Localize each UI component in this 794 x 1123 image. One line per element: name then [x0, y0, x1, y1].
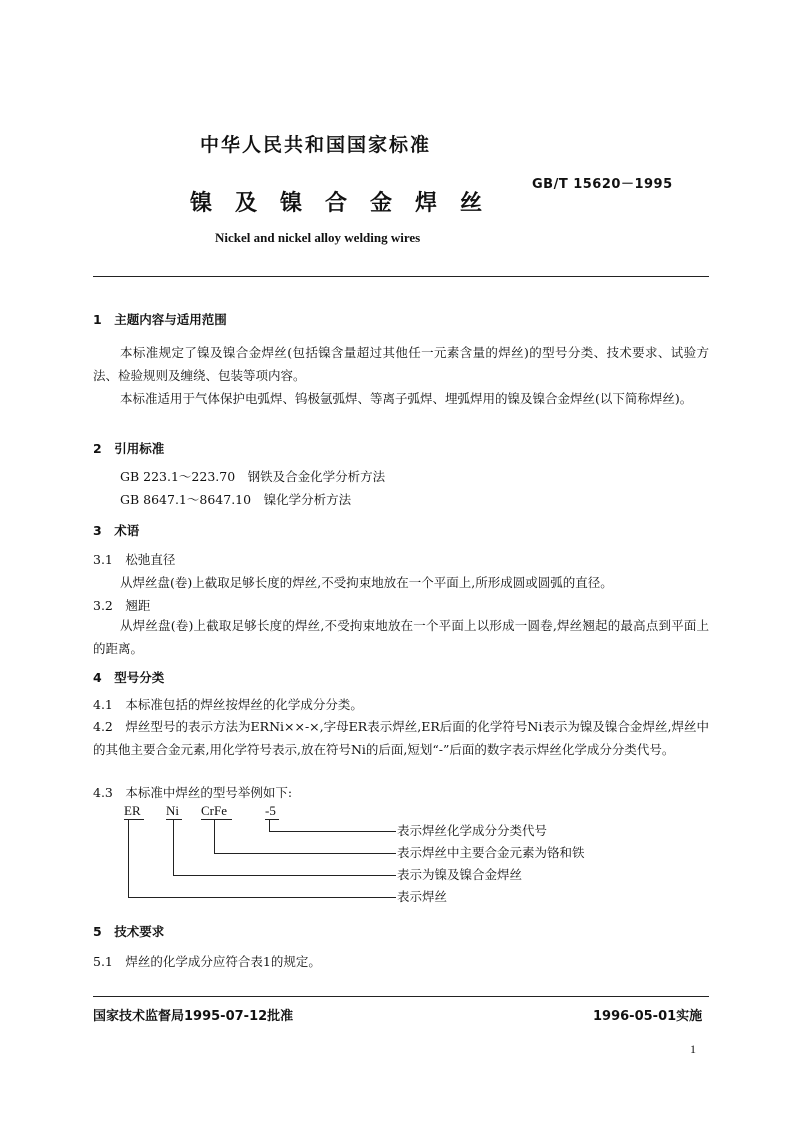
approval-line: 国家技术监督局1995-07-12批准 — [93, 1009, 294, 1024]
term-3-2-text: 从焊丝盘(卷)上截取足够长度的焊丝,不受拘束地放在一个平面上以形成一圆卷,焊丝翘起的最高点到平面上的距离。 — [93, 618, 709, 656]
leader-crfe-horizontal — [214, 853, 396, 854]
reference-2: GB 8647.1～8647.10 镍化学分析方法 — [120, 492, 352, 507]
leader-er-vertical — [128, 819, 129, 897]
english-title: Nickel and nickel alloy welding wires — [215, 230, 421, 245]
example-crfe: CrFe — [201, 803, 227, 818]
section-1-paragraph-1: 本标准规定了镍及镍合金焊丝(包括镍含量超过其他任一元素含量的焊丝)的型号分类、技术要求、试验方法、检验规则及缠绕、包装等项内容。 — [93, 345, 709, 383]
section-1-heading: 1 主题内容与适用范围 — [93, 312, 227, 327]
example-ni: Ni — [166, 803, 179, 818]
description-classification-code: 表示焊丝化学成分分类代号 — [397, 823, 548, 838]
example-number: -5 — [265, 803, 276, 818]
description-welding-wire: 表示焊丝 — [397, 889, 448, 904]
underline-crfe — [201, 819, 232, 820]
underline-ni — [166, 819, 182, 820]
example-er: ER — [124, 803, 141, 818]
section-5-heading: 5 技术要求 — [93, 924, 165, 939]
standard-number: GB/T 15620－1995 — [532, 177, 673, 192]
leader-ni-horizontal — [173, 875, 396, 876]
header-rule — [93, 276, 709, 277]
section-2-heading: 2 引用标准 — [93, 441, 165, 456]
term-3-1-text: 从焊丝盘(卷)上截取足够长度的焊丝,不受拘束地放在一个平面上,所形成圆或圆弧的直径。 — [120, 575, 613, 590]
underline-number — [265, 819, 279, 820]
national-standard-heading: 中华人民共和国国家标准 — [200, 134, 432, 156]
leader-crfe-vertical — [214, 819, 215, 853]
leader-number-horizontal — [269, 831, 396, 832]
term-3-1-heading: 3.1 松弛直径 — [93, 552, 176, 567]
leader-number-vertical — [269, 819, 270, 831]
section-4-heading: 4 型号分类 — [93, 670, 165, 685]
clause-5-1: 5.1 焊丝的化学成分应符合表1的规定。 — [93, 954, 321, 969]
description-main-alloy: 表示焊丝中主要合金元素为铬和铁 — [397, 845, 585, 860]
section-3-heading: 3 术语 — [93, 523, 140, 538]
effective-date: 1996-05-01实施 — [593, 1009, 703, 1024]
reference-1: GB 223.1～223.70 钢铁及合金化学分析方法 — [120, 469, 386, 484]
clause-4-2: 4.2 焊丝型号的表示方法为ERNi××-×,字母ER表示焊丝,ER后面的化学符号Ni表示为镍及镍合金焊丝,焊丝中的其他主要合金元素,用化学符号表示,放在符号Ni的后面,短划“-”后面的数字表示焊丝化学成分分类代号。 — [93, 719, 709, 757]
clause-4-3: 4.3 本标准中焊丝的型号举例如下: — [93, 785, 293, 800]
document-title: 镍及镍合金焊丝 — [190, 191, 506, 216]
underline-er — [124, 819, 144, 820]
footer-rule — [93, 996, 709, 997]
page-number: 1 — [690, 1042, 696, 1056]
section-1-paragraph-2: 本标准适用于气体保护电弧焊、钨极氩弧焊、等离子弧焊、埋弧焊用的镍及镍合金焊丝(以下简称焊丝)。 — [120, 391, 693, 406]
clause-4-1: 4.1 本标准包括的焊丝按焊丝的化学成分分类。 — [93, 697, 363, 712]
leader-er-horizontal — [128, 897, 396, 898]
leader-ni-vertical — [173, 819, 174, 875]
term-3-2-heading: 3.2 翘距 — [93, 598, 151, 613]
description-nickel-alloy: 表示为镍及镍合金焊丝 — [397, 867, 523, 882]
